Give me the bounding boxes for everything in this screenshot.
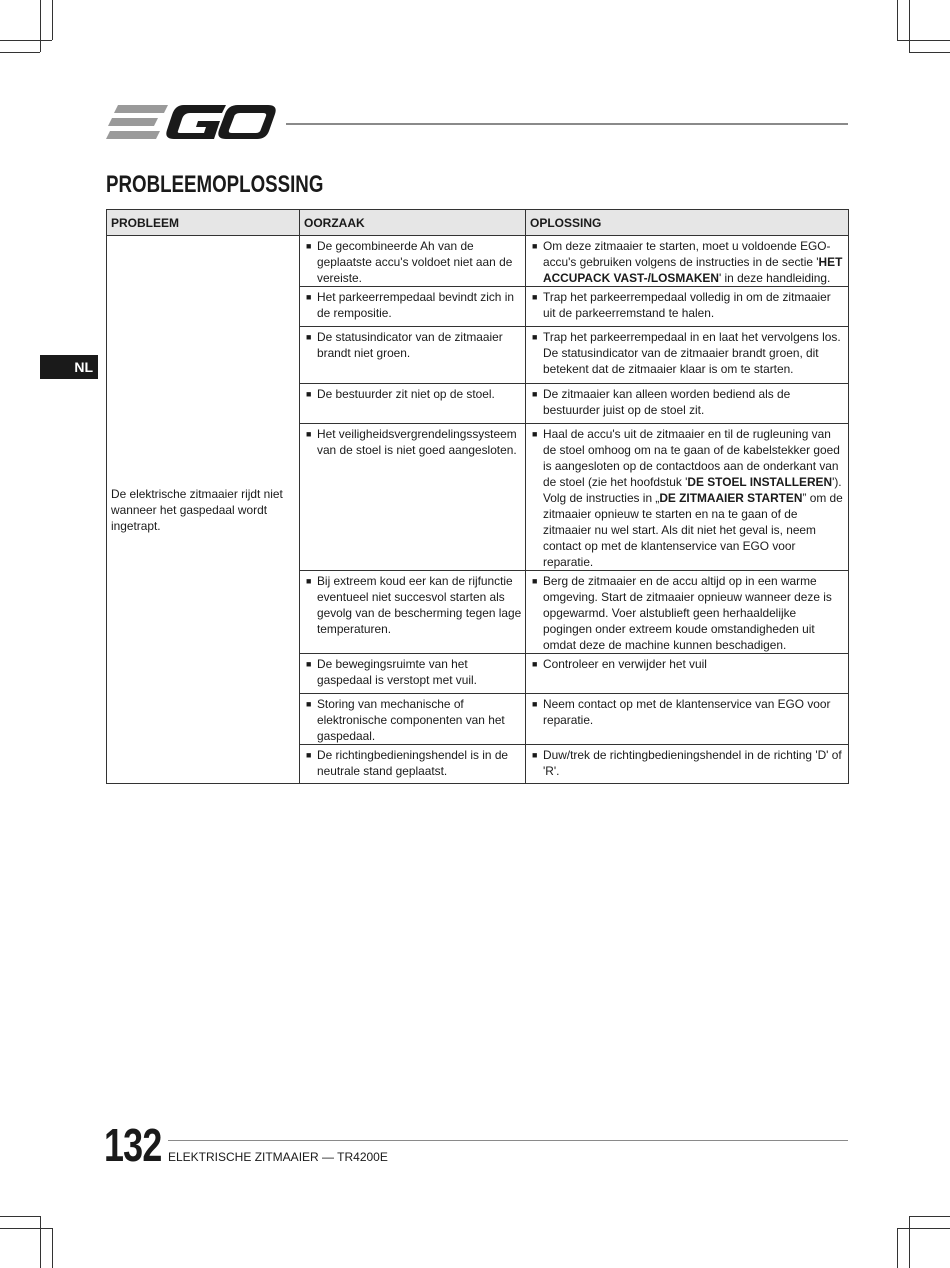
solution-text: Haal de accu's uit de zitmaaier en til de rugleuning van de stoel omhoog om na te gaan of de kabelstekker goed is aangesloten op de contactdoos aan de onderkant van de stoel (zie het hoofdstuk 'DE STOEL INSTALLEREN'). Volg de instructies in „DE ZITMAAIER STARTEN” om de zitmaaier opnieuw te starten en na te gaan of de zitmaaier nu wel start. Als dit niet het geval is, neem contact op met de klantenservice van EGO voor reparatie. xyxy=(543,427,843,569)
solution-text: Duw/trek de richtingbedieningshendel in de richting 'D' of 'R'. xyxy=(543,748,842,778)
crop-mark xyxy=(909,52,950,53)
cause-text: Storing van mechanische of elektronische componenten van het gaspedaal. xyxy=(317,697,505,743)
crop-mark xyxy=(897,1228,898,1268)
bullet-icon: ■ xyxy=(532,750,538,760)
bullet-icon: ■ xyxy=(306,429,312,439)
table-row xyxy=(107,236,849,287)
crop-mark xyxy=(909,0,910,52)
cause-cell xyxy=(300,384,526,424)
table-header-row xyxy=(107,210,849,236)
ego-logo xyxy=(106,103,276,143)
crop-mark xyxy=(897,0,898,40)
header-problem: PROBLEEM xyxy=(107,210,300,236)
cause-text: De richtingbedieningshendel is in de neutrale stand geplaatst. xyxy=(317,748,509,778)
crop-mark xyxy=(909,1216,950,1217)
language-tab: NL xyxy=(40,355,98,379)
crop-mark xyxy=(0,1216,40,1217)
cause-cell xyxy=(300,745,526,784)
bullet-icon: ■ xyxy=(306,389,312,399)
solution-text: Controleer en verwijder het vuil xyxy=(543,657,707,671)
cause-text: De bestuurder zit niet op de stoel. xyxy=(317,387,495,401)
bullet-icon: ■ xyxy=(532,659,538,669)
crop-mark xyxy=(897,1228,950,1229)
header-rule xyxy=(286,123,848,125)
footer-text: ELEKTRISCHE ZITMAAIER — TR4200E xyxy=(168,1150,388,1164)
problem-cell xyxy=(107,236,300,784)
bullet-icon: ■ xyxy=(306,659,312,669)
bullet-icon: ■ xyxy=(532,292,538,302)
bullet-icon: ■ xyxy=(306,241,312,251)
solution-text: Berg de zitmaaier en de accu altijd op in een warme omgeving. Start de zitmaaier opnieuw wanneer deze is opgewarmd. Voer alstublieft geen herhaaldelijke pogingen onder extreem koude omstandigheden uit omdat deze de machine kunnen beschadigen. xyxy=(543,574,832,652)
crop-mark xyxy=(40,0,41,52)
cause-text: De gecombineerde Ah van de geplaatste accu's voldoet niet aan de vereiste. xyxy=(317,239,513,285)
cause-text: Bij extreem koud eer kan de rijfunctie eventueel niet succesvol starten als gevolg van de bescherming tegen lage temperaturen. xyxy=(317,574,522,636)
solution-text: Trap het parkeerrempedaal in en laat het vervolgens los. De statusindicator van de zitmaaier brandt groen, dit betekent dat de zitmaaier klaar is om te starten. xyxy=(543,330,841,376)
bullet-icon: ■ xyxy=(532,699,538,709)
bullet-icon: ■ xyxy=(532,241,538,251)
crop-mark xyxy=(909,1216,910,1268)
solution-cell xyxy=(526,694,849,745)
cause-cell xyxy=(300,654,526,694)
problem-text: De elektrische zitmaaier rijdt niet wanneer het gaspedaal wordt ingetrapt. xyxy=(111,486,283,533)
bullet-icon: ■ xyxy=(532,332,538,342)
crop-mark xyxy=(0,52,40,53)
bullet-icon: ■ xyxy=(532,429,538,439)
solution-text: De zitmaaier kan alleen worden bediend als de bestuurder juist op de stoel zit. xyxy=(543,387,791,417)
solution-cell xyxy=(526,745,849,784)
crop-mark xyxy=(0,40,52,41)
bullet-icon: ■ xyxy=(306,332,312,342)
solution-text: Om deze zitmaaier te starten, moet u voldoende EGO-accu's gebruiken volgens de instructies in de sectie 'HET ACCUPACK VAST-/LOSMAKEN' in deze handleiding. xyxy=(543,239,843,285)
crop-mark xyxy=(40,1216,41,1268)
cause-cell xyxy=(300,571,526,654)
bullet-icon: ■ xyxy=(532,576,538,586)
cause-cell xyxy=(300,287,526,327)
cause-text: De bewegingsruimte van het gaspedaal is verstopt met vuil. xyxy=(317,657,477,687)
page-number: 132 xyxy=(104,1119,162,1171)
footer-rule xyxy=(168,1140,848,1141)
solution-cell xyxy=(526,236,849,287)
bullet-icon: ■ xyxy=(306,576,312,586)
bullet-icon: ■ xyxy=(306,292,312,302)
crop-mark xyxy=(0,1228,52,1229)
cause-text: Het veiligheidsvergrendelingssysteem van de stoel is niet goed aangesloten. xyxy=(317,427,517,457)
header-solution: OPLOSSING xyxy=(526,210,849,236)
crop-mark xyxy=(897,40,950,41)
troubleshooting-table xyxy=(106,209,849,784)
bullet-icon: ■ xyxy=(532,389,538,399)
solution-cell xyxy=(526,571,849,654)
cause-cell xyxy=(300,236,526,287)
crop-mark xyxy=(52,0,53,40)
solution-cell xyxy=(526,424,849,571)
cause-cell xyxy=(300,424,526,571)
bullet-icon: ■ xyxy=(306,699,312,709)
solution-cell xyxy=(526,327,849,384)
section-reference: DE ZITMAAIER STARTEN xyxy=(659,491,803,505)
bullet-icon: ■ xyxy=(306,750,312,760)
cause-text: De statusindicator van de zitmaaier brandt niet groen. xyxy=(317,330,503,360)
crop-mark xyxy=(52,1228,53,1268)
section-reference: DE STOEL INSTALLEREN xyxy=(687,475,833,489)
page-title: PROBLEEMOPLOSSING xyxy=(106,171,324,198)
header-cause: OORZAAK xyxy=(300,210,526,236)
section-reference: HET ACCUPACK VAST-/LOSMAKEN xyxy=(543,255,843,285)
cause-cell xyxy=(300,694,526,745)
cause-cell xyxy=(300,327,526,384)
solution-cell xyxy=(526,654,849,694)
solution-cell xyxy=(526,384,849,424)
solution-text: Neem contact op met de klantenservice van EGO voor reparatie. xyxy=(543,697,831,727)
solution-cell xyxy=(526,287,849,327)
solution-text: Trap het parkeerrempedaal volledig in om de zitmaaier uit de parkeerremstand te halen. xyxy=(543,290,831,320)
cause-text: Het parkeerrempedaal bevindt zich in de rempositie. xyxy=(317,290,514,320)
